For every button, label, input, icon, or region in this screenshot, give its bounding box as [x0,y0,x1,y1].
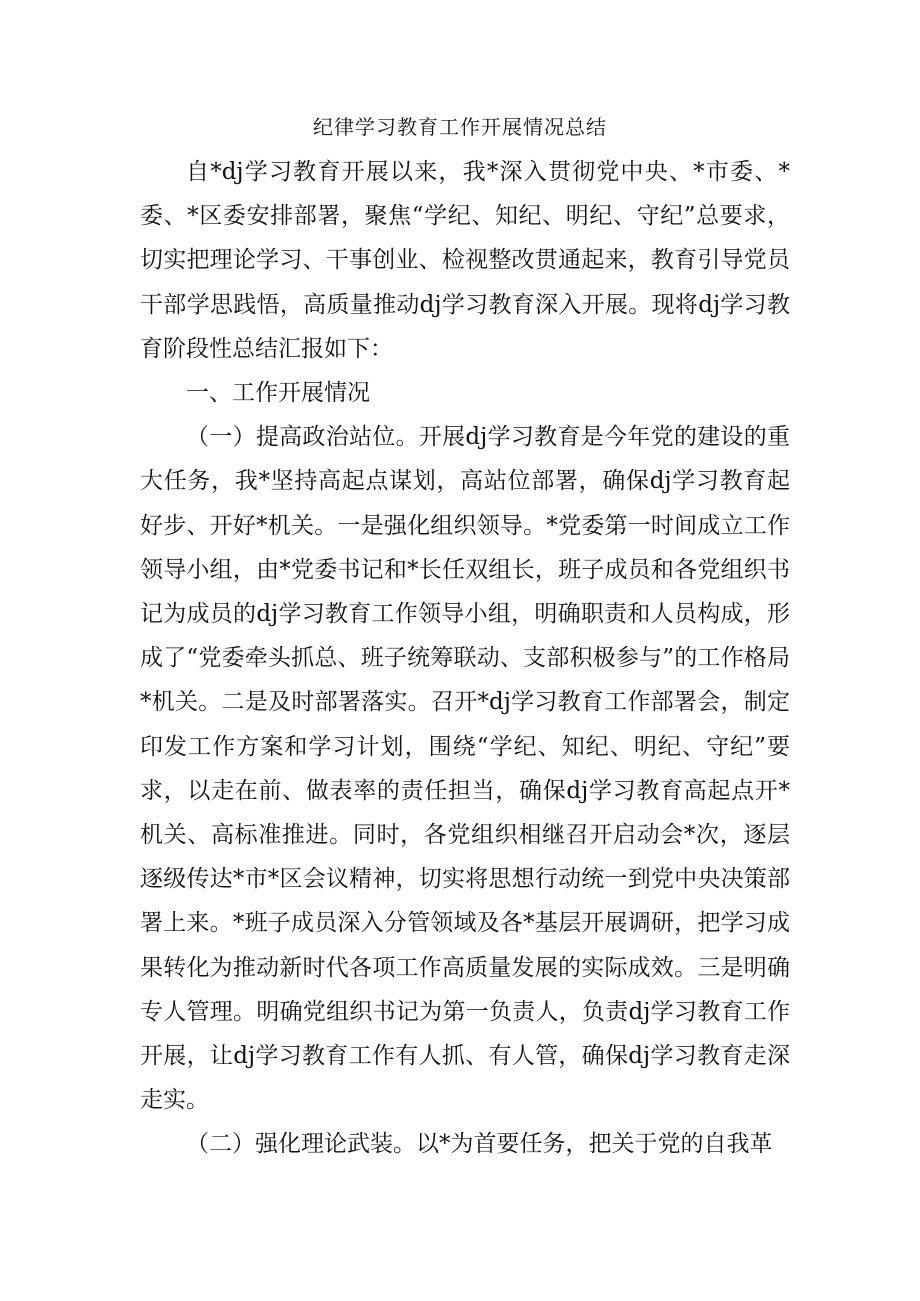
intro-paragraph: 自*dj学习教育开展以来，我*深入贯彻党中央、*市委、*委、*区委安排部署，聚焦“学纪、知纪、明纪、守纪”总要求，切实把理论学习、干事创业、检视整改贯通起来，教育引导党员干部学思践悟，高质量推动dj学习教育深入开展。现将dj学习教育阶段性总结汇报如下： [140,159,790,362]
document-title: 纪律学习教育工作开展情况总结 [313,115,607,139]
section-heading: 一、工作开展情况 [186,380,370,407]
section-paragraph-1: （一）提高政治站位。开展dj学习教育是今年党的建设的重大任务，我*坚持高起点谋划，高站位部署，确保dj学习教育起好步、开好*机关。一是强化组织领导。*党委第一时间成立工作领导小组，由*党委书记和*长任双组长，班子成员和各党组织书记为成员的dj学习教育工作领导小组，明确职责和人员构成，形成了“党委牵头抓总、班子统筹联动、支部积极参与”的工作格局*机关。二是及时部署落实。召开*dj学习教育工作部署会，制定印发工作方案和学习计划，围绕“学纪、知纪、明纪、守纪”要求，以走在前、做表率的责任担当，确保dj学习教育高起点开*机关、高标准推进。同时，各党组织相继召开启动会*次，逐层逐级传达*市*区会议精神，切实将思想行动统一到党中央决策部署上来。*班子成员深入分管领域及各*基层开展调研，把学习成果转化为推动新时代各项工作高质量发展的实际成效。三是明确专人管理。明确党组织书记为第一负责人，负责dj学习教育工作开展，让dj学习教育工作有人抓、有人管，确保dj学习教育走深走实。 [140,424,790,1114]
document-body [140,150,790,1167]
section-paragraph-2: （二）强化理论武装。以*为首要任务，把关于党的自我革 [186,1131,773,1158]
